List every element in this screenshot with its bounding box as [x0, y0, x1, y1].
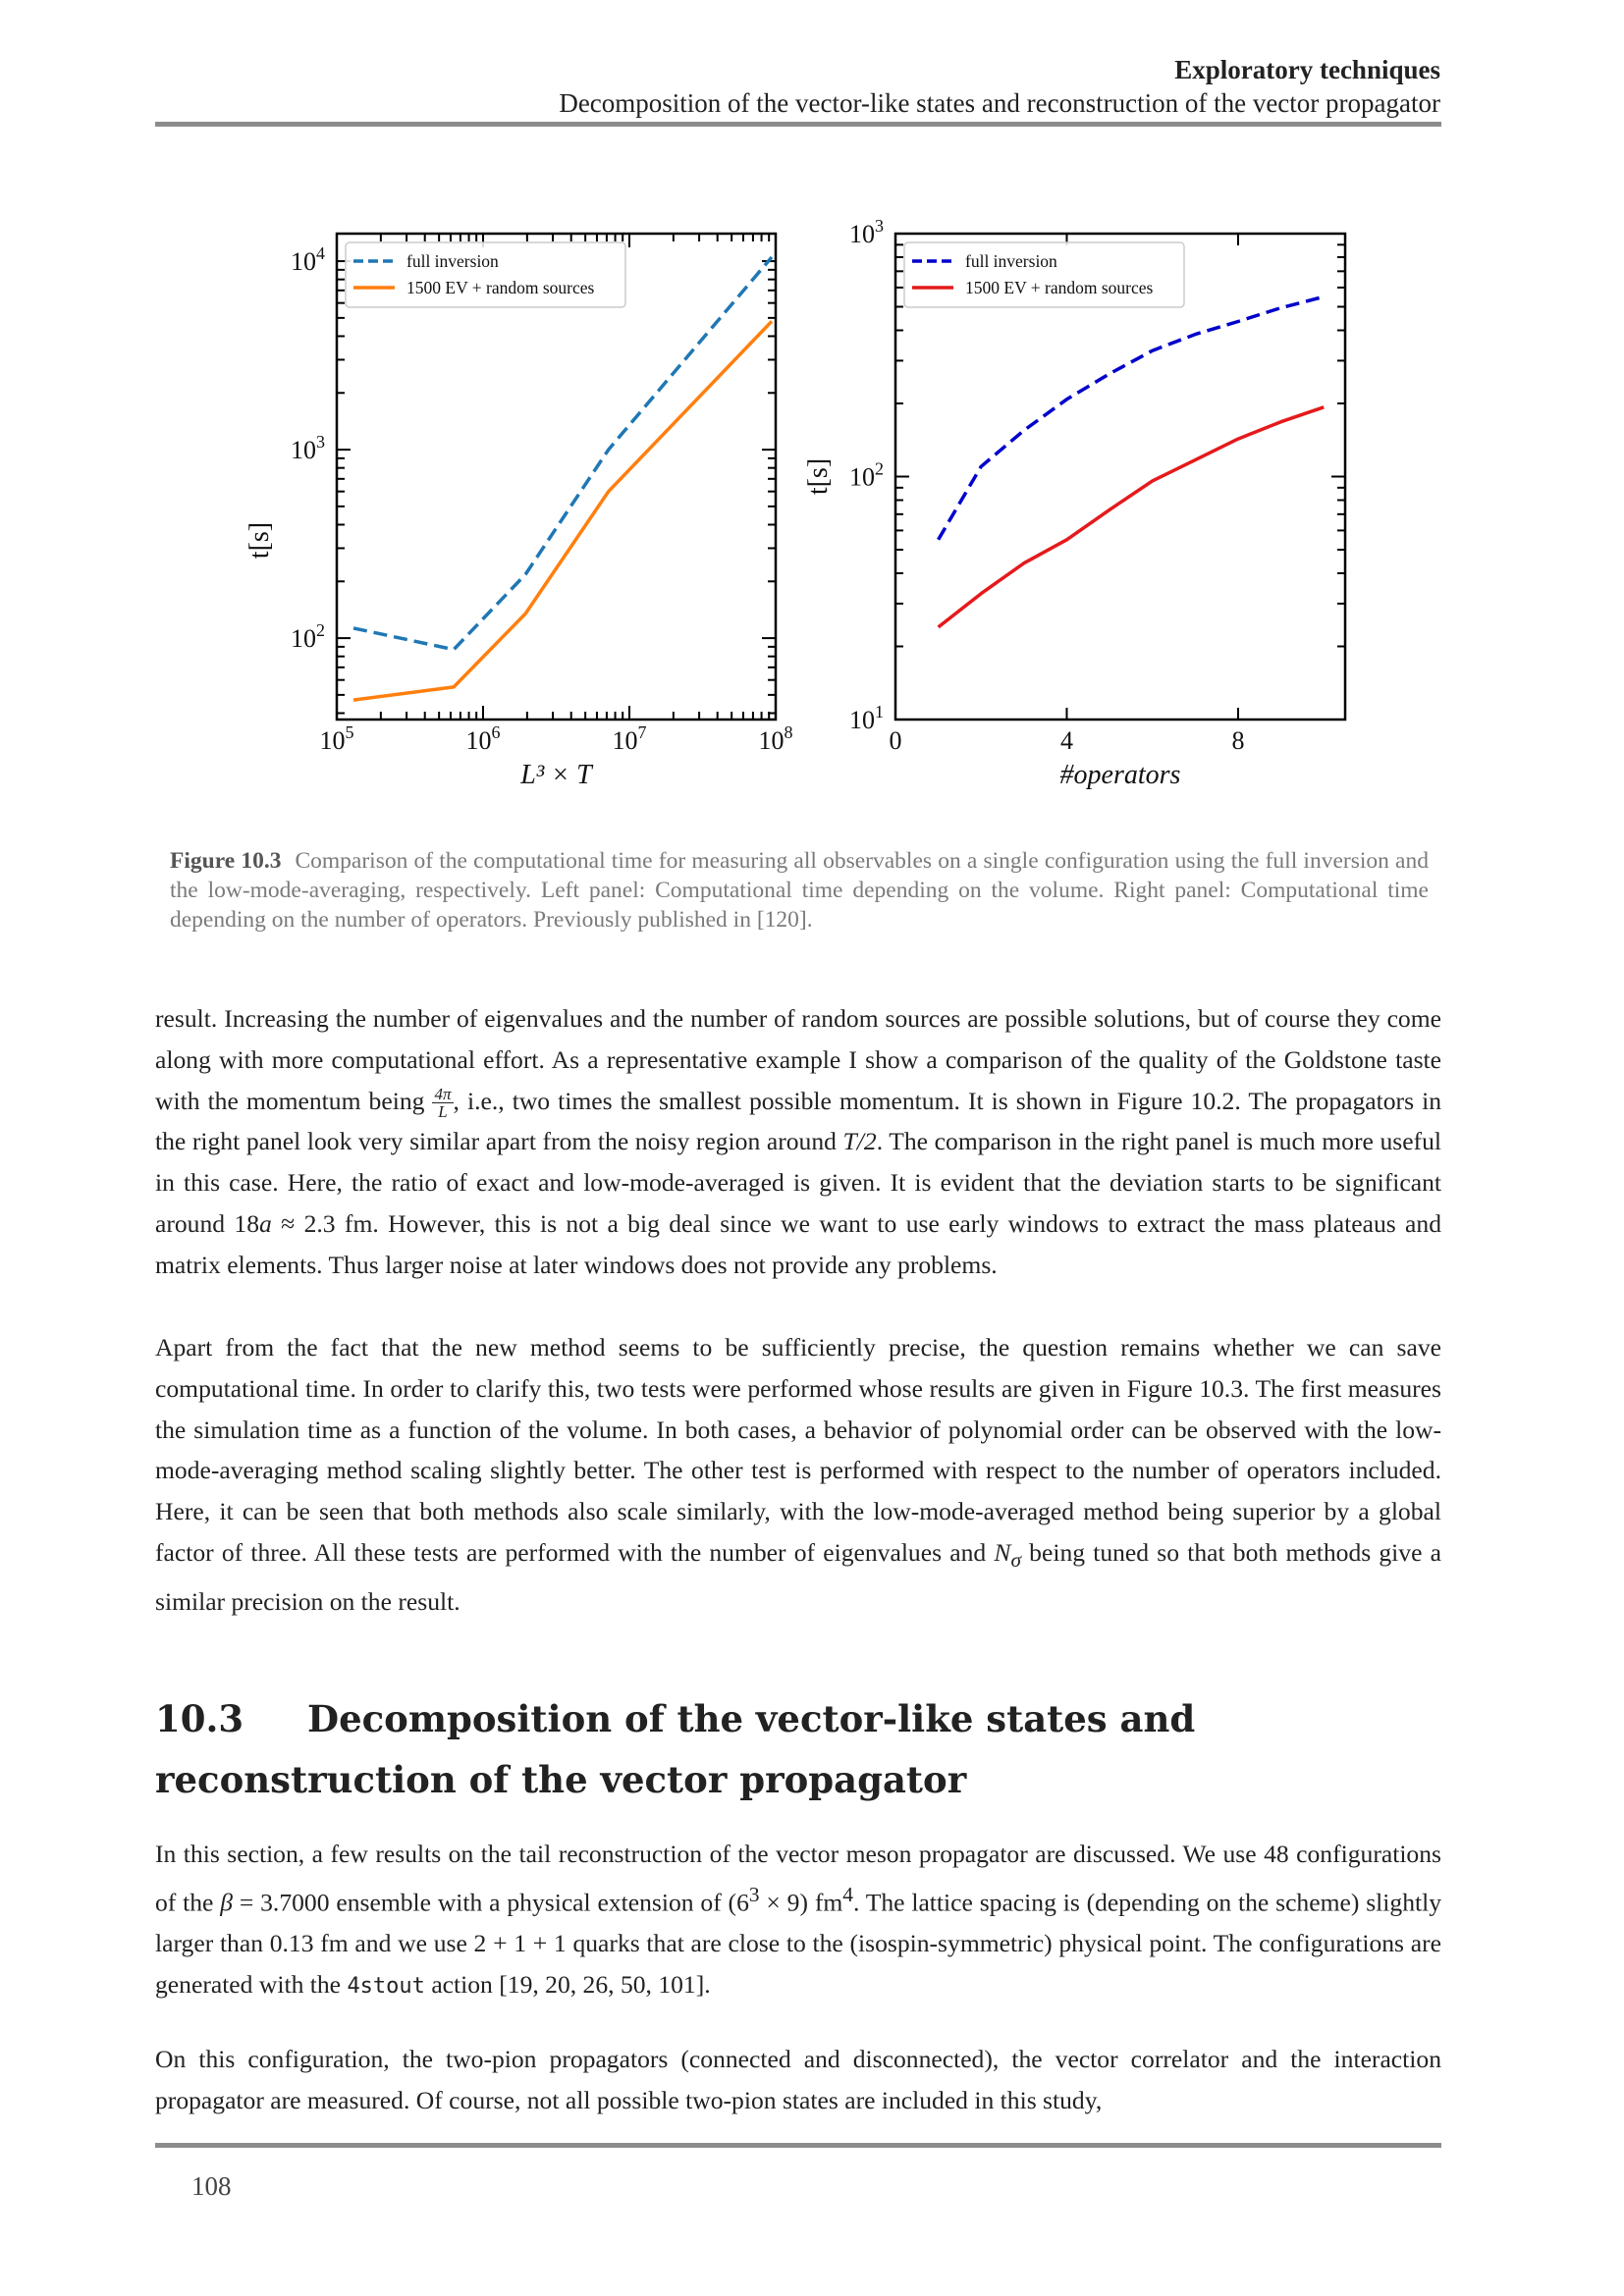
y-tick-exponent: 2 [316, 620, 325, 641]
x-tick-exponent: 6 [491, 722, 501, 742]
p1-text-a: result. Increasing the number of eigenvalues and the number of random sources are possible solutions, but of course they come along with more computational effort. As a representative example I show a comparison of the quality of the Goldstone taste with the momentum being [155, 1004, 1441, 1115]
math-T-half: T/2 [842, 1127, 877, 1156]
y-tick-exponent: 2 [875, 458, 884, 479]
y-tick-exponent: 1 [875, 702, 884, 721]
x-axis-label: #operators [1059, 760, 1181, 790]
legend-label: full inversion [406, 251, 499, 271]
x-tick-label: $10^5$ [319, 722, 354, 755]
y-axis-label: t[s] [244, 521, 275, 560]
code-4stout: 4stout [347, 1973, 425, 1999]
x-axis-label: L³ × T [520, 760, 592, 790]
y-tick-label: $10^4$ [291, 243, 325, 277]
y-tick-label: $10^2$ [291, 620, 325, 654]
figure-caption-text: Comparison of the computational time for measuring all observables on a single configuration using the full inversion and the low-mode-averaging, respectively. Left panel: Computational time depending on the volume. Right panel: Computational time depending on the number of operators. Previously published in [120]. [170, 848, 1429, 933]
legend-label: 1500 EV + random sources [965, 278, 1154, 297]
x-tick-exponent: 7 [637, 722, 647, 742]
footer-rule [155, 2143, 1441, 2148]
x-tick-exponent: 5 [345, 722, 354, 742]
p1-text-c: . The comparison in the right panel is much more useful in this case. Here, the ratio of exact and low-mode-averaged is given. It is evident that the deviation starts to be significant around 18 [155, 1127, 1441, 1238]
y-tick-label: $10^3$ [849, 216, 884, 248]
p2-text-b: being tuned so that both methods give a similar precision on the result. [155, 1537, 1441, 1616]
section-heading [155, 1688, 1441, 1810]
series-line-low-mode-averaging [939, 407, 1325, 627]
legend-label: full inversion [965, 251, 1057, 271]
figure-plots [155, 196, 1441, 815]
y-tick-exponent: 3 [875, 216, 884, 236]
running-head-section: Decomposition of the vector-like states and reconstruction of the vector propagator [559, 88, 1440, 118]
fraction-numerator: 4π [434, 1085, 452, 1104]
series-line-full-inversion [353, 257, 772, 650]
series-line-full-inversion [939, 296, 1325, 540]
figure-10-3 [155, 196, 1441, 815]
y-tick-exponent: 3 [316, 432, 325, 453]
math-beta: β [220, 1888, 234, 1917]
math-a: a [259, 1208, 272, 1238]
header-rule [155, 122, 1441, 127]
figure-label: Figure 10.3 [170, 848, 282, 874]
p3-text-c: × 9) fm [759, 1888, 843, 1917]
chart-panel-right [803, 216, 1345, 790]
chart-panel-left [244, 234, 793, 790]
fraction-4pi-over-L [432, 1086, 453, 1120]
paragraph-1 [155, 998, 1441, 1286]
x-tick-label: 4 [1059, 726, 1073, 755]
page-number: 108 [191, 2171, 232, 2201]
p1-text-d: ≈ 2.3 fm. However, this is not a big deal since we want to use early windows to extract the mass plateaus and matrix elements. Thus larger noise at later windows does not provide any problems. [155, 1208, 1442, 1279]
p3-text-e: action [19, 20, 26, 50, 101]. [424, 1969, 711, 1999]
x-tick-label: 8 [1231, 726, 1245, 755]
y-tick-exponent: 4 [316, 243, 325, 264]
p3-text-a: In this section, a few results on the tail reconstruction of the vector meson propagator are discussed. We use 48 configurations of the [155, 1840, 1441, 1917]
paragraph-4 [155, 2039, 1441, 2121]
superscript-3: 3 [748, 1882, 760, 1906]
p1-text-b: , i.e., two times the smallest possible momentum. It is shown in Figure 10.2. The propagators in the right panel look very similar apart from the noisy region around [155, 1086, 1442, 1156]
x-tick-label: 0 [889, 726, 902, 755]
p2-text-a: Apart from the fact that the new method seems to be sufficiently precise, the question remains whether we can save computational time. In order to clarify this, two tests were performed whose results are given in Figure 10.3. The first measures the simulation time as a function of the volume. In both cases, a behavior of polynomial order can be observed with the low-mode-averaging method scaling slightly better. The other test is performed with respect to the number of operators included. Here, it can be seen that both methods also scale similarly, with the low-mode-averaged method being superior by a global factor of three. All these tests are performed with the number of eigenvalues and [155, 1333, 1441, 1567]
fraction-denominator: L [438, 1102, 448, 1122]
x-tick-label: $10^6$ [465, 722, 501, 755]
section-number: 10.3 [155, 1697, 244, 1740]
paragraph-3 [155, 1834, 1441, 2007]
p3-text-d: . The lattice spacing is (depending on the scheme) slightly larger than 0.13 fm and we use 2 + 1 + 1 quarks that are close to the (isospin-symmetric) physical point. The configurations are generated with the [155, 1888, 1442, 1999]
legend-label: 1500 EV + random sources [406, 278, 595, 297]
x-tick-exponent: 8 [784, 722, 793, 742]
y-tick-label: $10^2$ [849, 458, 884, 492]
x-tick-label: $10^7$ [612, 722, 647, 755]
p3-text-b: = 3.7000 ensemble with a physical extension of (6 [233, 1888, 749, 1917]
y-axis-label: t[s] [803, 457, 834, 496]
p4-text: On this configuration, the two-pion propagators (connected and disconnected), the vector correlator and the interaction propagator are measured. Of course, not all possible two-pion states are included in this study, [155, 2045, 1441, 2114]
running-head [559, 53, 1440, 120]
y-tick-label: $10^1$ [849, 702, 884, 734]
running-head-chapter: Exploratory techniques [1174, 55, 1440, 84]
paragraph-2 [155, 1327, 1441, 1623]
math-N: N [994, 1537, 1011, 1567]
superscript-4: 4 [842, 1882, 853, 1906]
y-tick-label: $10^3$ [291, 432, 325, 465]
figure-caption [170, 846, 1429, 934]
section-title-text: Decomposition of the vector-like states and reconstruction of the vector propagator [155, 1697, 1196, 1801]
x-tick-label: $10^8$ [758, 722, 793, 755]
math-sigma: σ [1010, 1548, 1021, 1573]
